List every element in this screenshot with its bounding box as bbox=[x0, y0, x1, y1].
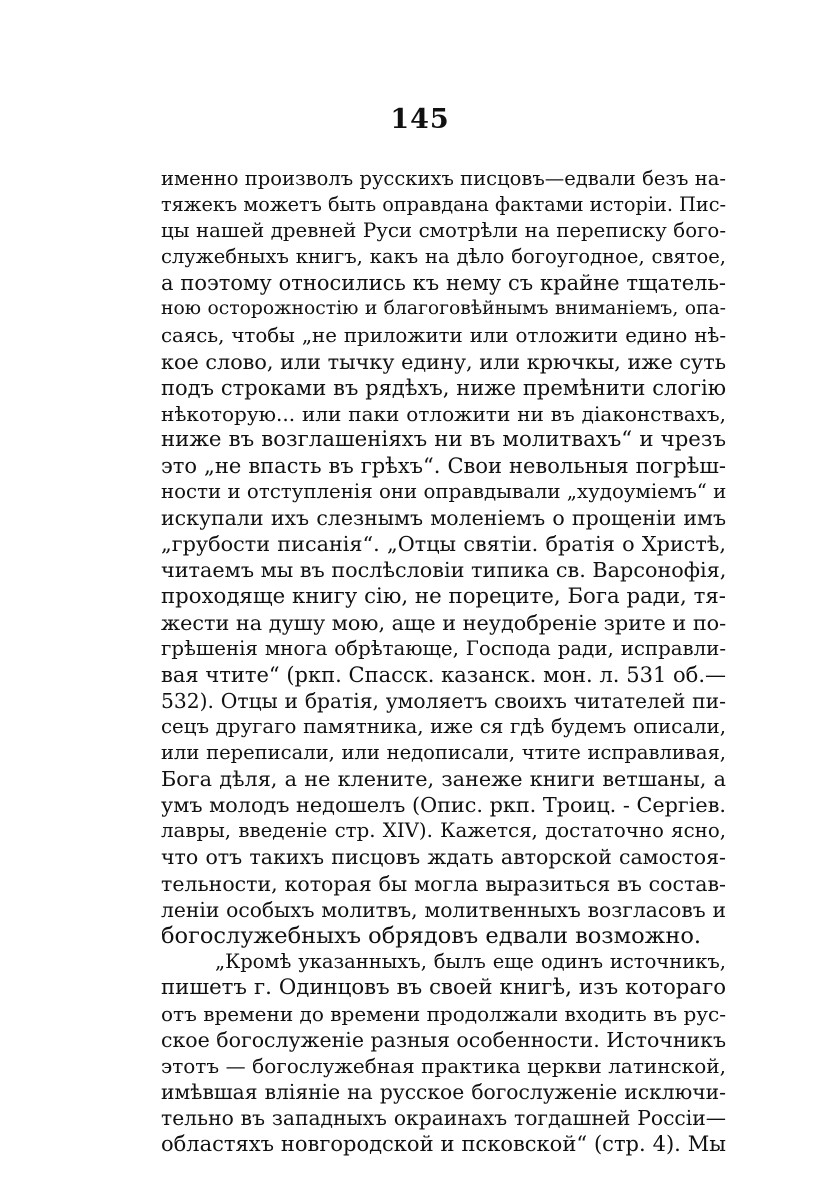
text-line: тельности, которая бы могла выразиться въ состав- bbox=[161, 871, 726, 896]
paragraph-end-line: богослужебныхъ обрядовъ едвали возможно. bbox=[161, 922, 702, 949]
text-line: имѣвшая вліяніе на русское богослуженіе исключи- bbox=[161, 1080, 726, 1105]
text-line: вая чтите“ (ркп. Спасск. казанск. мон. л. 531 об.— bbox=[161, 662, 726, 687]
text-line: или переписали, или недописали, чтите исправливая, bbox=[161, 741, 726, 765]
text-line: тяжекъ можетъ быть оправдана фактами исторіи. Пис- bbox=[161, 193, 726, 217]
text-line: кое слово, или тычку едину, или крючкы, иже суть bbox=[161, 349, 726, 374]
text-line: ности и отступленія они оправдывали „худоуміемъ“ и bbox=[161, 480, 726, 504]
text-line: подъ строками въ рядѣхъ, ниже премѣнити слогію bbox=[161, 375, 726, 400]
text-line: тельно въ западныхъ окраинахъ тогдашней Россіи— bbox=[161, 1106, 726, 1131]
text-line: лавры, введеніе стр. XIV). Кажется, достаточно ясно, bbox=[161, 819, 726, 843]
text-line: читаемъ мы въ послѣсловіи типика св. Варсонофія, bbox=[161, 558, 726, 583]
body-text bbox=[161, 166, 726, 1158]
text-line: пишетъ г. Одинцовъ въ своей книгѣ, изъ котораго bbox=[161, 974, 726, 1000]
text-line: проходяще книгу сію, не пореците, Бога ради, тя- bbox=[161, 583, 726, 609]
text-line: отъ времени до времени продолжали входить въ рус- bbox=[161, 1002, 726, 1026]
text-line: „грубости писанія“. „Отцы святіи. братія о Христѣ, bbox=[161, 532, 726, 557]
text-line: 532). Отцы и братія, умоляетъ своихъ читателей пи- bbox=[161, 688, 726, 713]
text-line: областяхъ новгородской и псковской“ (стр. 4). Мы bbox=[161, 1132, 726, 1157]
text-line: именно произволъ русскихъ писцовъ—едвали безъ на- bbox=[161, 167, 726, 190]
text-line: что отъ такихъ писцовъ ждать авторской самостоя- bbox=[161, 845, 726, 870]
text-line: грѣшенія многа обрѣтающе, Господа ради, исправли- bbox=[161, 636, 726, 660]
text-line: служебныхъ книгъ, какъ на дѣло богоугодное, святое, bbox=[161, 245, 726, 269]
text-line: ниже въ возглашеніяхъ ни въ молитвахъ“ и чрезъ bbox=[161, 426, 726, 452]
text-line: умъ молодъ недошелъ (Опис. ркп. Троиц. - Сергіев. bbox=[161, 793, 726, 818]
paragraph-first-line: „Кромѣ указанныхъ, былъ еще одинъ источникъ, bbox=[215, 949, 726, 973]
text-line: ское богослуженіе разныя особенности. Источникъ bbox=[161, 1028, 726, 1053]
text-line: этотъ — богослужебная практика церкви латинской, bbox=[161, 1054, 726, 1079]
text-line: цы нашей древней Руси смотрѣли на переписку бого- bbox=[161, 219, 726, 243]
text-line: саясь, чтобы „не приложити или отложити едино нѣ- bbox=[161, 323, 726, 347]
text-line: искупали ихъ слезнымъ моленіемъ о прощеніи имъ bbox=[161, 506, 726, 531]
text-line: леніи особыхъ молитвъ, молитвенныхъ возгласовъ и bbox=[161, 897, 726, 922]
text-line: сецъ другаго памятника, иже ся гдѣ будемъ описали, bbox=[161, 714, 726, 738]
text-line: нѣкоторую... или паки отложити ни въ діаконствахъ, bbox=[161, 401, 726, 426]
text-line: ною осторожностію и благоговѣйнымъ вниманіемъ, опа- bbox=[161, 298, 726, 320]
text-line: Бога дѣля, а не клените, занеже книги ветшаны, а bbox=[161, 767, 726, 792]
text-line: жести на душу мою, аще и неудобреніе зрите и по- bbox=[161, 610, 726, 635]
page-number: 145 bbox=[390, 104, 450, 135]
text-line: это „не впасть въ грѣхъ“. Свои невольныя погрѣш- bbox=[161, 454, 726, 479]
text-line: а поэтому относились къ нему съ крайне тщатель- bbox=[161, 271, 726, 296]
